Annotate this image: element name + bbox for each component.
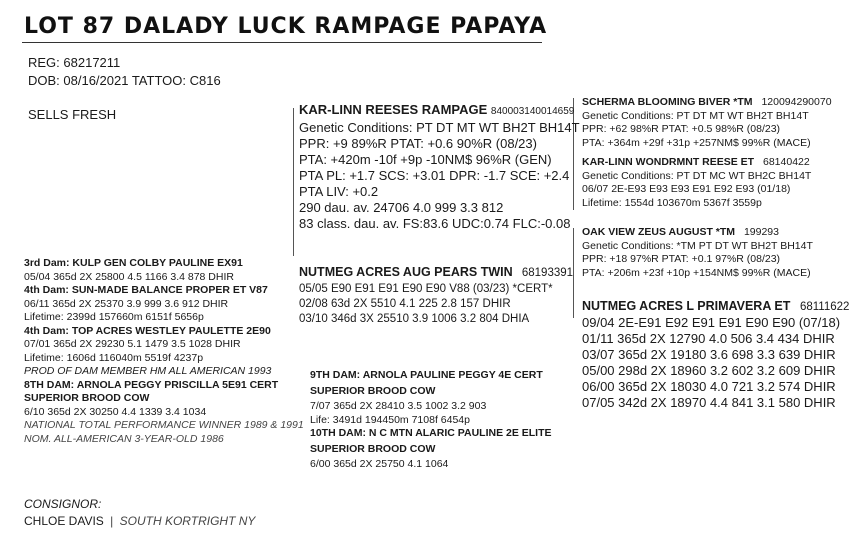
dam-sire-line: Genetic Conditions: *TM PT DT WT BH2T BH14T xyxy=(582,239,813,252)
sire-block xyxy=(299,102,580,232)
sire-reg: 840003140014659 xyxy=(490,106,575,117)
sire-dam-line: Genetic Conditions: PT DT MC WT BH2C BH14T xyxy=(582,169,812,182)
fifth-dam-lifetime: Lifetime: 1606d 116040m 5519f 4237p xyxy=(24,351,204,364)
sale-status: SELLS FRESH xyxy=(28,107,117,122)
sire-sire-line: PPR: +62 98%R PTAT: +0.5 98%R (08/23) xyxy=(582,123,781,135)
dam-sire-reg: 199293 xyxy=(743,226,779,238)
sire-sire-line: Genetic Conditions: PT DT MT WT BH2T BH14T xyxy=(582,109,809,122)
family-history xyxy=(24,257,304,446)
consignor-name: CHLOE DAVIS xyxy=(24,514,104,528)
family-note: NOM. ALL-AMERICAN 3-YEAR-OLD 1986 xyxy=(24,432,224,445)
ninth-dam-record: 7/07 365d 2X 28410 3.5 1002 3.2 903 xyxy=(310,400,487,412)
sire-line: PPR: +9 89%R PTAT: +0.6 90%R (08/23) xyxy=(299,136,537,151)
eighth-dam-heading: 8TH DAM: ARNOLA PEGGY PRISCILLA 5E91 CERT xyxy=(24,378,279,391)
ninth-dam-lifetime: Life: 3491d 194450m 7108f 6454p xyxy=(310,413,470,426)
sire-dam-line: Lifetime: 1554d 103670m 5367f 3559p xyxy=(582,196,762,209)
dam-name: NUTMEG ACRES AUG PEARS TWIN xyxy=(299,265,513,279)
eighth-dam-subheading: SUPERIOR BROOD COW xyxy=(24,392,150,404)
dam-line: 02/08 63d 2X 5510 4.1 225 2.8 157 DHIR xyxy=(299,298,511,310)
dob-tattoo: DOB: 08/16/2021 TATTOO: C816 xyxy=(28,73,221,88)
eighth-dam-record: 6/10 365d 2X 30250 4.4 1339 3.4 1034 xyxy=(24,405,207,418)
granddam-name: NUTMEG ACRES L PRIMAVERA ET xyxy=(582,299,791,313)
third-dam-record: 05/04 365d 2X 25800 4.5 1166 3.4 878 DHIR xyxy=(24,270,234,283)
sire-line: 83 class. dau. av. FS:83.6 UDC:0.74 FLC:-0.08 xyxy=(299,216,571,231)
sire-line: PTA PL: +1.7 SCS: +3.01 DPR: -1.7 SCE: +2.4 xyxy=(299,168,570,183)
granddam-block xyxy=(582,298,849,411)
fourth-dam-record: 06/11 365d 2X 25370 3.9 999 3.6 912 DHIR xyxy=(24,297,229,310)
sire-sire-name: SCHERMA BLOOMING BIVER *TM xyxy=(582,96,753,108)
sire-dam-block xyxy=(582,156,811,210)
fifth-dam-heading: 4th Dam: TOP ACRES WESTLEY PAULETTE 2E90 xyxy=(24,324,271,337)
dam-block xyxy=(299,265,573,327)
granddam-line: 01/11 365d 2X 12790 4.0 506 3.4 434 DHIR xyxy=(582,331,835,346)
granddam-line: 09/04 2E-E91 E92 E91 E91 E90 E90 (07/18) xyxy=(582,315,841,330)
granddam-line: 05/00 298d 2X 18960 3.2 602 3.2 609 DHIR xyxy=(582,363,836,378)
granddam-line: 03/07 365d 2X 19180 3.6 698 3.3 639 DHIR xyxy=(582,347,836,362)
fourth-dam-heading: 4th Dam: SUN-MADE BALANCE PROPER ET V87 xyxy=(24,284,268,296)
granddam-reg: 68111622 xyxy=(799,301,849,313)
sire-sire-reg: 120094290070 xyxy=(761,96,832,108)
tenth-dam-record: 6/00 365d 2X 25750 4.1 1064 xyxy=(310,458,449,470)
ninth-dam-subheading: SUPERIOR BROOD COW xyxy=(310,384,436,397)
dam-sire-line: PTA: +206m +23f +10p +154NM$ 99%R (MACE) xyxy=(582,266,811,279)
consignor-location: SOUTH KORTRIGHT NY xyxy=(119,514,256,528)
sire-line: 290 dau. av. 24706 4.0 999 3.3 812 xyxy=(299,200,504,215)
dam-reg: 68193391 xyxy=(521,267,574,279)
title-divider xyxy=(22,42,542,43)
sire-sire-block xyxy=(582,96,832,150)
consignor-block xyxy=(24,496,255,530)
registration-number: REG: 68217211 xyxy=(28,55,121,70)
sire-line: PTA: +420m -10f +9p -10NM$ 96%R (GEN) xyxy=(299,152,552,167)
family-note: NATIONAL TOTAL PERFORMANCE WINNER 1989 & 1991 xyxy=(24,419,304,431)
sire-dam-reg: 68140422 xyxy=(763,156,810,168)
sire-dam-name: KAR-LINN WONDRMNT REESE ET xyxy=(582,156,755,168)
sire-line: Genetic Conditions: PT DT MT WT BH2T BH14T xyxy=(299,120,580,135)
lot-title: LOT 87 DALADY LUCK RAMPAGE PAPAYA xyxy=(24,14,548,39)
animal-info xyxy=(28,54,221,90)
granddam-line: 07/05 342d 2X 18970 4.4 841 3.1 580 DHIR xyxy=(582,395,836,410)
sire-dam-line: 06/07 2E-E93 E93 E93 E91 E92 E93 (01/18) xyxy=(582,183,791,195)
sire-name: KAR-LINN REESES RAMPAGE xyxy=(299,102,488,117)
dam-sire-block xyxy=(582,226,813,280)
dam-line: 03/10 346d 3X 25510 3.9 1006 3.2 804 DHIA xyxy=(299,313,530,325)
third-dam-heading: 3rd Dam: KULP GEN COLBY PAULINE EX91 xyxy=(24,257,243,269)
dam-sire-name: OAK VIEW ZEUS AUGUST *TM xyxy=(582,226,736,238)
family-note: PROD OF DAM MEMBER HM ALL AMERICAN 1993 xyxy=(24,365,272,377)
ninth-dam-heading: 9TH DAM: ARNOLA PAULINE PEGGY 4E CERT xyxy=(310,369,543,381)
fifth-dam-record: 07/01 365d 2X 29230 5.1 1479 3.5 1028 DHIR xyxy=(24,338,241,350)
pedigree-connector-dam-parents xyxy=(573,228,574,318)
consignor-label: CONSIGNOR: xyxy=(24,497,102,511)
sire-sire-line: PTA: +364m +29f +31p +257NM$ 99%R (MACE) xyxy=(582,136,811,149)
tenth-dam-subheading: SUPERIOR BROOD COW xyxy=(310,442,436,455)
pedigree-connector-sire xyxy=(293,108,294,256)
tenth-dam-heading: 10TH DAM: N C MTN ALARIC PAULINE 2E ELITE xyxy=(310,427,552,439)
granddam-line: 06/00 365d 2X 18030 4.0 721 3.2 574 DHIR xyxy=(582,379,836,394)
sire-line: PTA LIV: +0.2 xyxy=(299,184,379,199)
fourth-dam-lifetime: Lifetime: 2399d 157660m 6151f 5656p xyxy=(24,311,204,323)
consignor-separator: | xyxy=(110,514,114,528)
dam-line: 05/05 E90 E91 E91 E90 E90 V88 (03/23) *CERT* xyxy=(299,283,553,295)
dam-sire-line: PPR: +18 97%R PTAT: +0.1 97%R (08/23) xyxy=(582,253,781,265)
family-history-continued xyxy=(310,369,552,472)
